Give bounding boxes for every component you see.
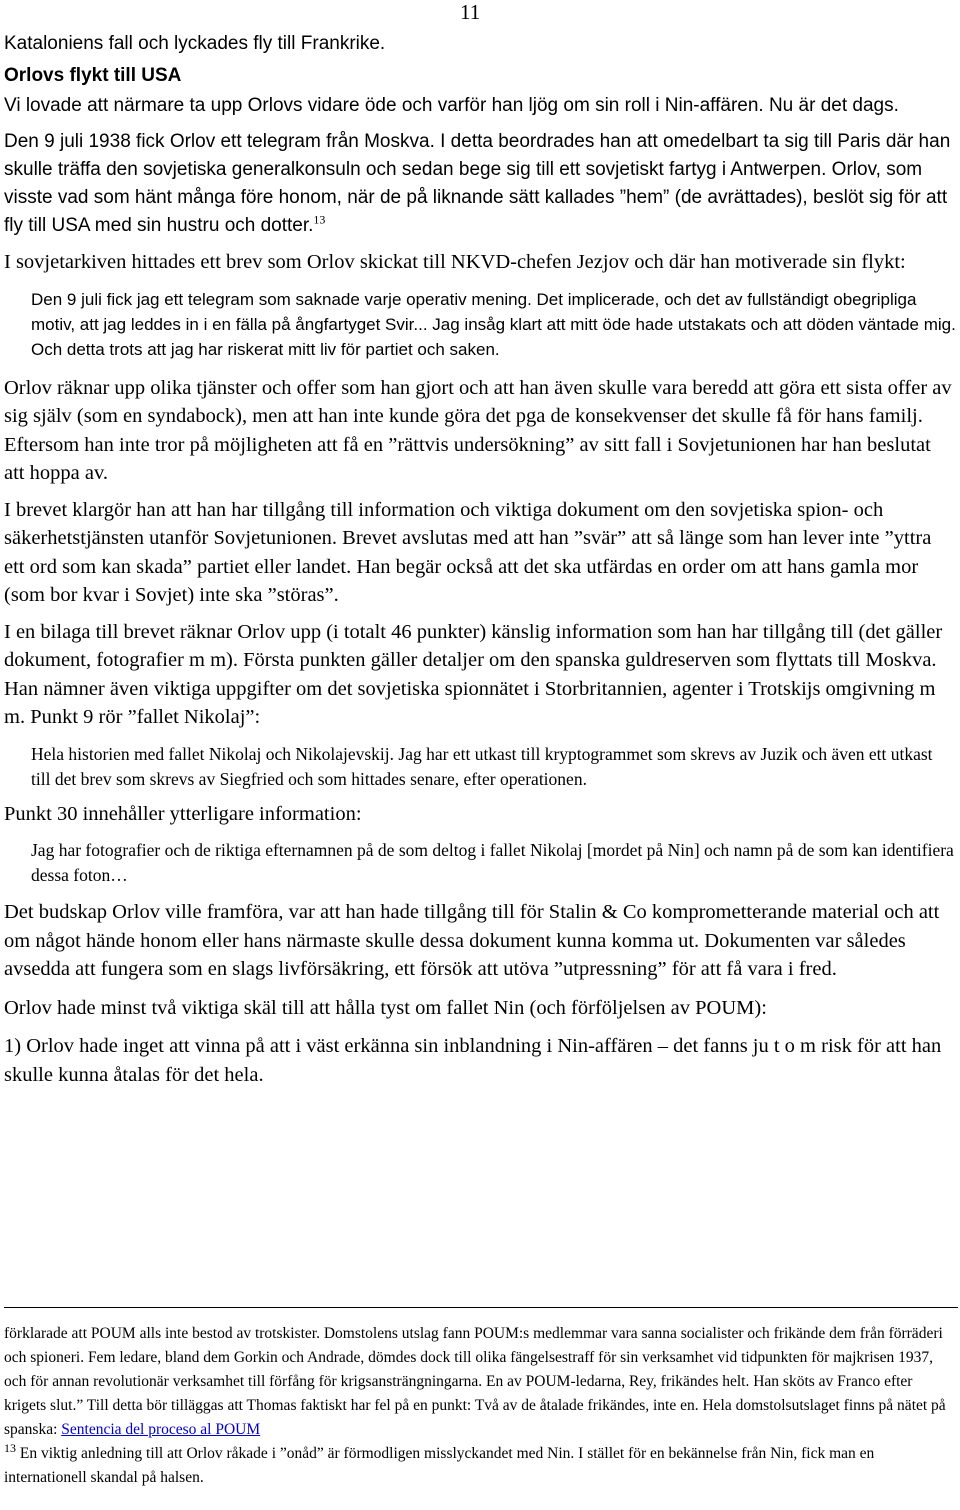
footnote-13-number: 13 [4, 1440, 16, 1455]
footnote-13-text: En viktig anledning till att Orlov råkade i ”onåd” är förmodligen misslyckandet med Nin. I stället för en bekännelse från Nin, fick man en internationell skandal på halsen. [4, 1445, 875, 1486]
quote-1: Den 9 juli fick jag ett telegram som saknade varje operativ mening. Det implicerade, och det av fullständigt obegripliga motiv, att jag leddes in i en fälla på ångfartyget Svir... Jag insåg klart att mitt öde hade utstakats och att döden väntade mig. Och detta trots att jag har riskerat mitt liv för partiet och saken. [31, 289, 956, 359]
paragraph-6: I en bilaga till brevet räknar Orlov upp (i totalt 46 punkter) känslig information som han har tillgång till (det gäller dokument, fotografier m m). Första punkten gäller detaljer om den spanska guldreserven som flyttats till Moskva. Han nämner även viktiga uppgifter om det sovjetiska spionnätet i Storbritannien, agenter i Trotskijs omgivning m m. Punkt 9 rör ”fallet Nikolaj”: [4, 620, 943, 728]
paragraph-2-text: Den 9 juli 1938 fick Orlov ett telegram från Moskva. I detta beordrades han att omedelbart ta sig till Paris där han skulle träffa den sovjetiska generalkonsuln och sedan bege sig till ett sovjetiskt fartyg i Antwerpen. Orlov, som visste vad som hänt många före honom, när de på liknande sätt kallades ”hem” (de avrättades), beslöt sig för att fly till USA med sin hustru och dotter. [4, 131, 951, 236]
page-number: 11 [460, 0, 481, 24]
quote-2: Hela historien med fallet Nikolaj och Nikolajevskij. Jag har ett utkast till kryptogrammet som skrevs av Juzik och även ett utkast till det brev som skrevs av Siegfried och som hittades senare, efter operationen. [31, 743, 933, 789]
paragraph-10: 1) Orlov hade inget att vinna på att i väst erkänna sin inblandning i Nin-affären – det fanns ju t o m risk för att han skulle kunna åtalas för det hela. [4, 1035, 942, 1086]
paragraph-5: I brevet klargör han att han har tillgång till information och viktiga dokument om den sovjetiska spion- och säkerhetstjänsten utanför Sovjetunionen. Brevet avslutas med att han ”svär” att så länge som han lever inte ”yttra ett ord som kan skada” partiet eller landet. Han begär också att det ska utfärdas en order om att hans gamla mor (som bor kvar i Sovjet) inte ska ”störas”. [4, 498, 932, 606]
quote-3: Jag har fotografier och de riktiga efternamnen på de som deltog i fallet Nikolaj [mordet på Nin] och namn på de som kan identifiera dessa foton… [31, 840, 954, 885]
footnote-separator [4, 1307, 958, 1308]
section-heading: Orlovs flykt till USA [4, 65, 182, 86]
paragraph-2 [4, 128, 956, 240]
footnote-continued [4, 1322, 956, 1442]
footnotes [4, 1322, 956, 1490]
paragraph-8: Det budskap Orlov ville framföra, var att han hade tillgång till för Stalin & Co komprometterande material och att om något hände honom eller hans närmaste skulle dessa dokument kunna komma ut. Dokumenten var således avsedda att fungera som en slags livförsäkring, ett försök att utöva ”utpressning” för att få vara i fred. [4, 901, 940, 980]
footnote-continued-text: förklarade att POUM alls inte bestod av trotskister. Domstolens utslag fann POUM:s medlemmar vara sanna socialister och frikände dem från förräderi och spioneri. Fem ledare, bland dem Gorkin och Andrade, dömdes dock till olika fängelsestraff för sin verksamhet vid tidpunkten för majkrisen 1937, och för annan revolutionär verksamhet till förfång för krigsansträngningarna. En av POUM-ledarna, Rey, frikändes helt. Han sköts av Franco efter krigets slut.” Till detta bör tilläggas att Thomas faktiskt har fel på en punkt: Två av de åtalade frikändes, inte en. Hela domstolsutslaget finns på nätet på spanska: [4, 1325, 946, 1438]
footnote-13 [4, 1442, 956, 1490]
intro-line: Kataloniens fall och lyckades fly till Frankrike. [4, 33, 386, 54]
paragraph-7: Punkt 30 innehåller ytterligare information: [4, 802, 362, 825]
sentencia-link[interactable]: Sentencia del proceso al POUM [61, 1421, 261, 1438]
paragraph-9: Orlov hade minst två viktiga skäl till att hålla tyst om fallet Nin (och förföljelsen av POUM): [4, 996, 767, 1019]
footnote-ref-13[interactable]: 13 [313, 212, 326, 227]
main-text [4, 30, 956, 1089]
paragraph-3: I sovjetarkiven hittades ett brev som Orlov skickat till NKVD-chefen Jezjov och där han motiverade sin flykt: [4, 251, 906, 273]
paragraph-4: Orlov räknar upp olika tjänster och offer som han gjort och att han även skulle vara beredd att göra ett sista offer av sig själv (som en syndabock), men att han inte kunde göra det pga de konsekvenser det skulle få för hans familj. Eftersom han inte tror på möjligheten att få en ”rättvis undersökning” av sitt fall i Sovjetunionen har han beslutat att hoppa av. [4, 376, 952, 484]
paragraph-1: Vi lovade att närmare ta upp Orlovs vidare öde och varför han ljög om sin roll i Nin-affären. Nu är det dags. [4, 95, 899, 116]
